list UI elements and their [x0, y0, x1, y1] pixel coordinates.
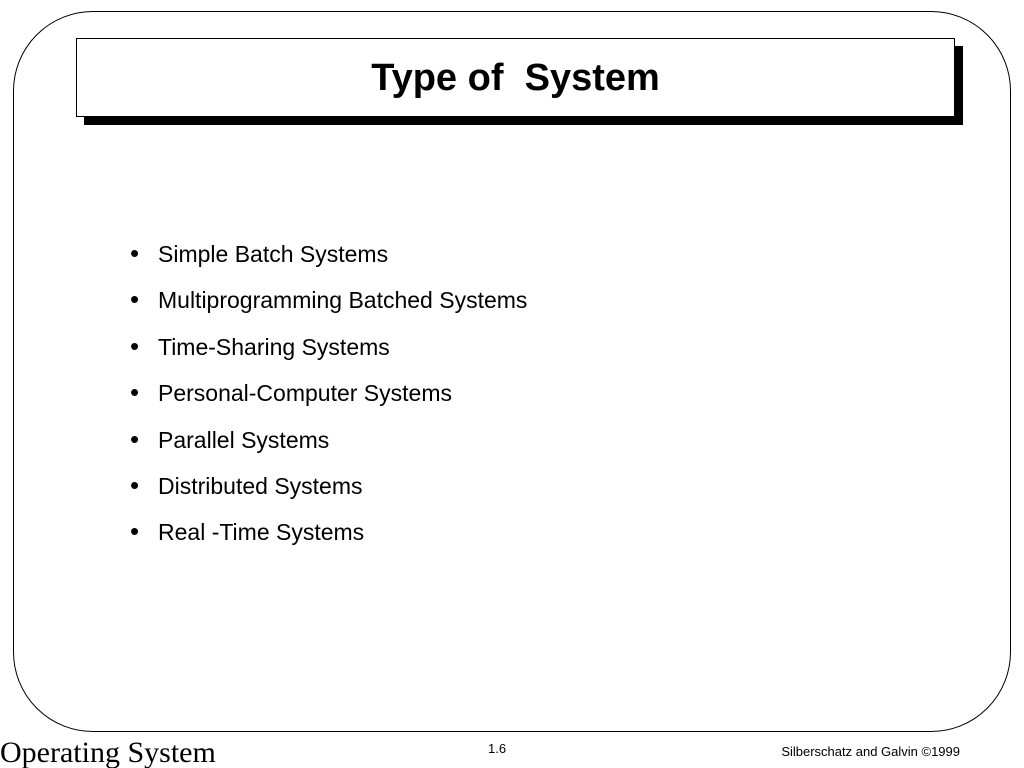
bullet-text: Multiprogramming Batched Systems	[158, 287, 528, 314]
bullet-item	[130, 469, 527, 518]
bullet-item	[130, 286, 527, 332]
footer-credit: Silberschatz and Galvin ©1999	[781, 744, 960, 759]
bullet-icon: •	[130, 238, 140, 268]
bullet-item	[130, 240, 527, 286]
bullet-icon: •	[130, 377, 140, 408]
footer-course-title: Operating System	[0, 736, 216, 768]
slide-title: Type of System	[371, 56, 660, 99]
bullet-item	[130, 518, 527, 564]
bullet-item	[130, 423, 527, 472]
bullet-text: Real -Time Systems	[158, 519, 365, 546]
bullet-icon: •	[130, 423, 140, 454]
bullet-text: Distributed Systems	[158, 472, 363, 499]
bullet-icon: •	[130, 284, 140, 315]
bullet-icon: •	[130, 469, 140, 500]
bullet-icon: •	[130, 516, 140, 547]
bullet-list	[130, 240, 527, 565]
bullet-text: Parallel Systems	[158, 426, 330, 453]
bullet-item	[130, 379, 527, 425]
title-box	[76, 38, 955, 117]
bullet-text: Personal-Computer Systems	[158, 380, 452, 407]
bullet-icon: •	[130, 330, 140, 361]
bullet-text: Time-Sharing Systems	[158, 333, 390, 360]
bullet-text: Simple Batch Systems	[158, 241, 389, 267]
footer-page-number: 1.6	[488, 741, 507, 756]
bullet-item	[130, 330, 527, 379]
